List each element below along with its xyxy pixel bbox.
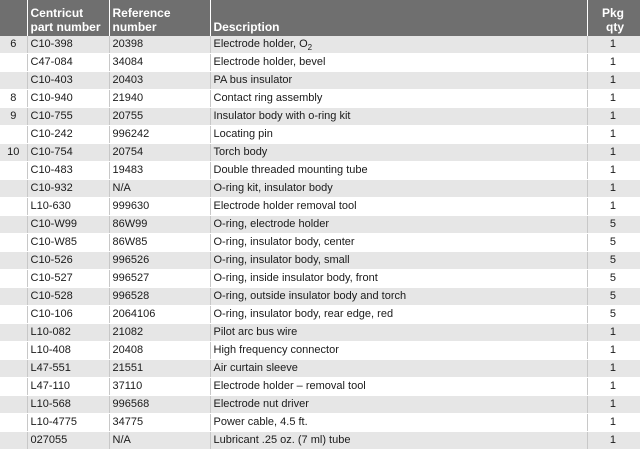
header-reference-number: Reference number — [109, 0, 210, 36]
description-cell: Double threaded mounting tube — [210, 162, 587, 180]
description-cell: Contact ring assembly — [210, 90, 587, 108]
description-cell: Electrode holder, bevel — [210, 54, 587, 72]
item-number-cell — [0, 126, 27, 144]
part-number-cell: C10-483 — [27, 162, 109, 180]
part-number-cell: C47-084 — [27, 54, 109, 72]
description-cell: Electrode holder – removal tool — [210, 378, 587, 396]
reference-number-cell: 34775 — [109, 414, 210, 432]
table-row — [0, 306, 640, 324]
part-number-cell: C10-398 — [27, 36, 109, 54]
reference-number-cell: 20398 — [109, 36, 210, 54]
pkg-qty-cell: 5 — [587, 252, 640, 270]
pkg-qty-cell: 1 — [587, 342, 640, 360]
description-cell: Torch body — [210, 144, 587, 162]
description-cell: Locating pin — [210, 126, 587, 144]
pkg-qty-cell: 1 — [587, 180, 640, 198]
description-cell: Power cable, 4.5 ft. — [210, 414, 587, 432]
pkg-qty-cell: 1 — [587, 396, 640, 414]
reference-number-cell: 19483 — [109, 162, 210, 180]
pkg-qty-cell: 1 — [587, 360, 640, 378]
table-row — [0, 90, 640, 108]
item-number-cell: 8 — [0, 90, 27, 108]
pkg-qty-cell: 1 — [587, 324, 640, 342]
reference-number-cell: 34084 — [109, 54, 210, 72]
item-number-cell — [0, 360, 27, 378]
reference-number-cell: 20754 — [109, 144, 210, 162]
reference-number-cell: 20403 — [109, 72, 210, 90]
part-number-cell: C10-527 — [27, 270, 109, 288]
part-number-cell: C10-932 — [27, 180, 109, 198]
reference-number-cell: 999630 — [109, 198, 210, 216]
pkg-qty-cell: 1 — [587, 72, 640, 90]
pkg-qty-cell: 5 — [587, 288, 640, 306]
table-row — [0, 162, 640, 180]
table-row — [0, 54, 640, 72]
description-cell: High frequency connector — [210, 342, 587, 360]
part-number-cell: C10-528 — [27, 288, 109, 306]
reference-number-cell: 20755 — [109, 108, 210, 126]
item-number-cell — [0, 342, 27, 360]
reference-number-cell: 37110 — [109, 378, 210, 396]
item-number-cell — [0, 216, 27, 234]
header-row — [0, 0, 640, 36]
table-header — [0, 0, 640, 36]
pkg-qty-cell: 5 — [587, 216, 640, 234]
item-number-cell — [0, 378, 27, 396]
table-row — [0, 126, 640, 144]
table-row — [0, 144, 640, 162]
pkg-qty-cell: 1 — [587, 198, 640, 216]
part-number-cell: L10-568 — [27, 396, 109, 414]
item-number-cell — [0, 162, 27, 180]
table-row — [0, 414, 640, 432]
reference-number-cell: 2064106 — [109, 306, 210, 324]
table-row — [0, 360, 640, 378]
pkg-qty-cell: 1 — [587, 378, 640, 396]
item-number-cell — [0, 270, 27, 288]
description-cell: O-ring, inside insulator body, front — [210, 270, 587, 288]
part-number-cell: L10-4775 — [27, 414, 109, 432]
table-row — [0, 324, 640, 342]
description-cell: O-ring, electrode holder — [210, 216, 587, 234]
item-number-cell — [0, 306, 27, 324]
description-cell — [210, 36, 587, 54]
reference-number-cell: 996528 — [109, 288, 210, 306]
table-body — [0, 36, 640, 450]
table-row — [0, 342, 640, 360]
item-number-cell: 6 — [0, 36, 27, 54]
description-cell: Electrode holder removal tool — [210, 198, 587, 216]
item-number-cell: 10 — [0, 144, 27, 162]
part-number-cell: L47-110 — [27, 378, 109, 396]
pkg-qty-cell: 1 — [587, 162, 640, 180]
table-row — [0, 108, 640, 126]
pkg-qty-cell: 1 — [587, 414, 640, 432]
part-number-cell: C10-242 — [27, 126, 109, 144]
reference-number-cell: 21082 — [109, 324, 210, 342]
part-number-cell: L10-082 — [27, 324, 109, 342]
item-number-cell — [0, 54, 27, 72]
description-cell: O-ring, insulator body, small — [210, 252, 587, 270]
item-number-cell — [0, 252, 27, 270]
part-number-cell: C10-W99 — [27, 216, 109, 234]
part-number-cell: C10-106 — [27, 306, 109, 324]
part-number-cell: L10-408 — [27, 342, 109, 360]
description-cell: O-ring, insulator body, rear edge, red — [210, 306, 587, 324]
item-number-cell — [0, 180, 27, 198]
header-description: Description — [210, 0, 587, 36]
part-number-cell: C10-W85 — [27, 234, 109, 252]
reference-number-cell: 996242 — [109, 126, 210, 144]
item-number-cell — [0, 234, 27, 252]
table-row — [0, 36, 640, 54]
part-number-cell: C10-940 — [27, 90, 109, 108]
pkg-qty-cell: 5 — [587, 234, 640, 252]
description-text: Electrode holder, O — [213, 38, 308, 50]
description-cell: PA bus insulator — [210, 72, 587, 90]
reference-number-cell: 86W85 — [109, 234, 210, 252]
header-item-number — [0, 0, 27, 36]
pkg-qty-cell: 5 — [587, 270, 640, 288]
description-subscript: 2 — [307, 43, 313, 53]
description-cell: Insulator body with o-ring kit — [210, 108, 587, 126]
description-cell: Electrode nut driver — [210, 396, 587, 414]
table-row — [0, 252, 640, 270]
description-cell: Air curtain sleeve — [210, 360, 587, 378]
table-row — [0, 432, 640, 450]
part-number-cell: C10-526 — [27, 252, 109, 270]
pkg-qty-cell: 1 — [587, 36, 640, 54]
item-number-cell — [0, 414, 27, 432]
reference-number-cell: 21551 — [109, 360, 210, 378]
header-pkg-qty: Pkg qty — [587, 0, 640, 36]
description-cell: Lubricant .25 oz. (7 ml) tube — [210, 432, 587, 450]
reference-number-cell: N/A — [109, 432, 210, 450]
pkg-qty-cell: 1 — [587, 108, 640, 126]
table-row — [0, 72, 640, 90]
table-row — [0, 270, 640, 288]
description-cell: O-ring kit, insulator body — [210, 180, 587, 198]
reference-number-cell: 996527 — [109, 270, 210, 288]
reference-number-cell: 86W99 — [109, 216, 210, 234]
part-number-cell: L47-551 — [27, 360, 109, 378]
item-number-cell — [0, 288, 27, 306]
reference-number-cell: 996526 — [109, 252, 210, 270]
table-row — [0, 396, 640, 414]
table-row — [0, 216, 640, 234]
table-row — [0, 378, 640, 396]
pkg-qty-cell: 1 — [587, 90, 640, 108]
part-number-cell: L10-630 — [27, 198, 109, 216]
part-number-cell: C10-754 — [27, 144, 109, 162]
item-number-cell — [0, 324, 27, 342]
part-number-cell: C10-403 — [27, 72, 109, 90]
item-number-cell — [0, 396, 27, 414]
pkg-qty-cell: 1 — [587, 54, 640, 72]
table-row — [0, 288, 640, 306]
reference-number-cell: 996568 — [109, 396, 210, 414]
description-cell: O-ring, insulator body, center — [210, 234, 587, 252]
item-number-cell — [0, 72, 27, 90]
item-number-cell — [0, 432, 27, 450]
description-cell: O-ring, outside insulator body and torch — [210, 288, 587, 306]
part-number-cell: C10-755 — [27, 108, 109, 126]
pkg-qty-cell: 5 — [587, 306, 640, 324]
item-number-cell — [0, 198, 27, 216]
item-number-cell: 9 — [0, 108, 27, 126]
description-cell: Pilot arc bus wire — [210, 324, 587, 342]
pkg-qty-cell: 1 — [587, 126, 640, 144]
table-row — [0, 234, 640, 252]
table-row — [0, 180, 640, 198]
header-part-number: Centricut part number — [27, 0, 109, 36]
reference-number-cell: N/A — [109, 180, 210, 198]
pkg-qty-cell: 1 — [587, 144, 640, 162]
reference-number-cell: 21940 — [109, 90, 210, 108]
table-row — [0, 198, 640, 216]
reference-number-cell: 20408 — [109, 342, 210, 360]
part-number-cell: 027055 — [27, 432, 109, 450]
pkg-qty-cell: 1 — [587, 432, 640, 450]
